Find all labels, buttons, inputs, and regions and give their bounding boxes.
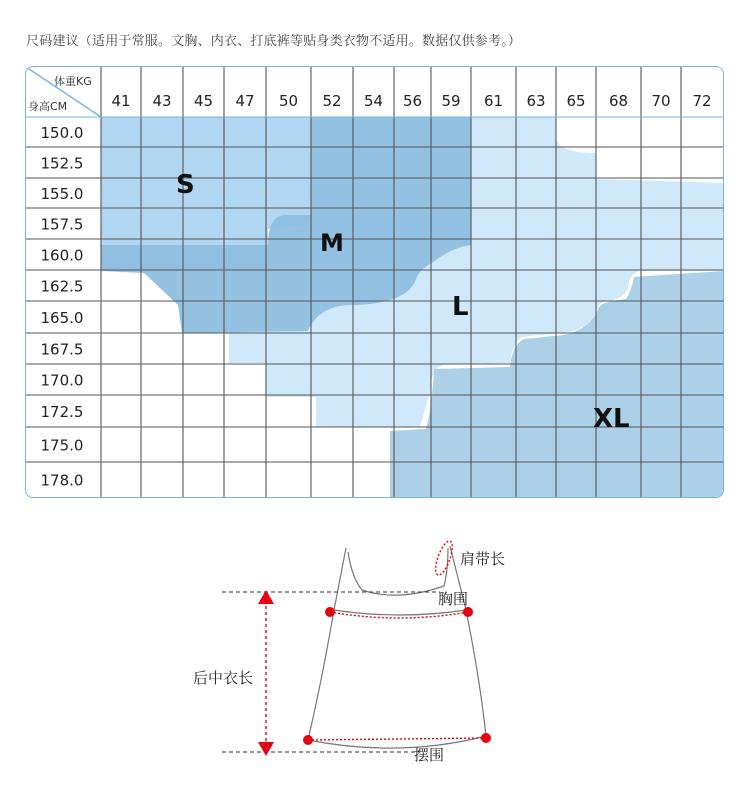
chest-label: 胸围 — [438, 590, 469, 608]
hem-label: 摆围 — [414, 746, 445, 764]
height-label: 165.0 — [40, 309, 84, 327]
weight-label: 47 — [235, 92, 255, 110]
weight-label: 65 — [566, 92, 586, 110]
height-label: 150.0 — [40, 124, 84, 142]
size-chart-grid — [26, 67, 723, 497]
height-label: 178.0 — [40, 471, 84, 490]
size-label-l: L — [452, 292, 469, 322]
hem-point-right — [481, 733, 491, 743]
height-label: 162.5 — [40, 277, 84, 296]
strap-marker — [432, 539, 456, 577]
header-height-label: 身高CM — [28, 100, 68, 113]
height-label: 155.0 — [40, 185, 84, 203]
height-label: 157.5 — [40, 215, 84, 234]
weight-label: 52 — [322, 92, 342, 110]
garment-measure-diagram — [0, 520, 750, 809]
size-label-m: M — [320, 229, 344, 257]
weight-label: 59 — [441, 92, 461, 110]
weight-label: 41 — [111, 92, 131, 110]
height-label: 175.0 — [40, 436, 84, 455]
camisole-outline — [308, 546, 486, 748]
height-labels — [41, 124, 84, 490]
length-arrow-down — [258, 742, 274, 756]
strap-length-label: 肩带长 — [460, 550, 506, 568]
weight-labels — [111, 92, 711, 110]
height-label: 170.0 — [40, 371, 84, 390]
chest-point-left — [325, 607, 335, 617]
height-label: 172.5 — [40, 403, 84, 421]
hem-line — [308, 738, 486, 740]
weight-label: 68 — [608, 92, 629, 110]
size-label-xl: XL — [593, 404, 630, 434]
height-label: 160.0 — [40, 246, 84, 265]
size-chart-card — [25, 66, 724, 498]
hem-point-left — [303, 735, 313, 745]
weight-label: 43 — [152, 92, 172, 110]
weight-label: 63 — [526, 92, 546, 110]
size-label-s: S — [176, 170, 195, 200]
weight-label: 54 — [363, 92, 384, 110]
weight-label: 72 — [692, 92, 712, 110]
size-advice-note: 尺码建议（适用于常服。文胸、内衣、打底裤等贴身类衣物不适用。数据仅供参考。） — [26, 34, 522, 49]
weight-label: 56 — [402, 92, 423, 110]
height-label: 167.5 — [40, 340, 84, 359]
header-weight-label: 体重KG — [54, 75, 92, 88]
chest-point-right — [463, 607, 473, 617]
height-label: 152.5 — [40, 154, 84, 173]
weight-label: 70 — [651, 92, 671, 110]
weight-label: 45 — [193, 92, 214, 110]
weight-label: 50 — [278, 92, 299, 110]
back-length-label: 后中衣长 — [193, 669, 254, 687]
weight-label: 61 — [483, 92, 504, 110]
